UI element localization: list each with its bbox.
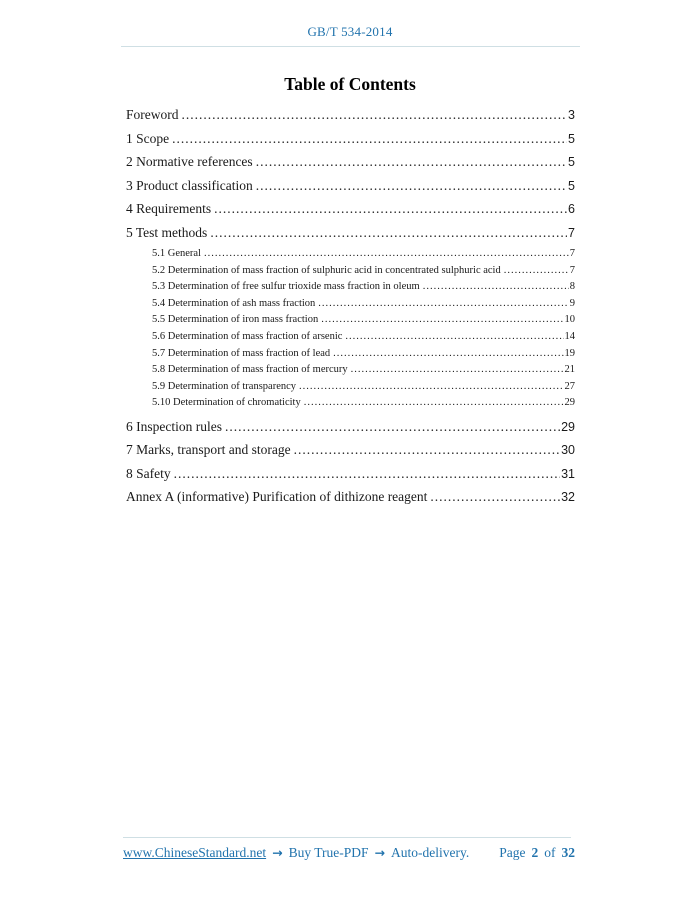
toc-entry-page: 19 [564, 347, 575, 359]
toc-entry-page: 10 [564, 314, 575, 326]
toc-entry-page: 30 [561, 443, 575, 458]
toc-entry[interactable] [126, 248, 575, 265]
toc-entry-dots [182, 107, 568, 123]
footer-page-current: 2 [531, 845, 539, 860]
toc-entry-page: 6 [568, 202, 575, 216]
toc-entry-dots [321, 314, 563, 325]
toc-entry[interactable] [126, 314, 575, 331]
toc-entry-page: 21 [564, 364, 575, 376]
toc-entry[interactable] [126, 265, 575, 282]
toc-entry[interactable] [126, 348, 575, 365]
toc-entry-page: 29 [561, 419, 575, 434]
toc-entry-page: 5 [568, 178, 575, 193]
footer-page-indicator [499, 845, 575, 861]
footer-page-total: 32 [561, 845, 575, 860]
toc-entry[interactable] [126, 419, 575, 443]
toc-entry-page: 14 [564, 330, 575, 342]
toc-entry-label: 2 Normative references [126, 154, 253, 169]
toc-entry-label: 6 Inspection rules [126, 418, 222, 434]
toc-entry-page: 5 [568, 155, 575, 169]
toc-entry-dots [423, 281, 569, 292]
toc-entry-label: 5 Test methods [126, 224, 208, 240]
toc-entry-label: 5.5 Determination of iron mass fraction [152, 314, 319, 326]
toc-entry[interactable] [126, 381, 575, 398]
toc-entry-page: 31 [561, 466, 575, 481]
toc-entry-dots [256, 178, 567, 194]
toc-entry-label: 5.4 Determination of ash mass fraction [152, 297, 316, 309]
toc-entry[interactable] [126, 442, 575, 466]
toc-entry-dots [172, 131, 567, 147]
toc-entry[interactable] [126, 107, 575, 131]
toc-entry-label: 5.7 Determination of mass fraction of lead [152, 347, 331, 359]
arrow-right-icon: → [374, 845, 385, 860]
toc-entry-page: 9 [569, 297, 575, 309]
footer-divider [123, 837, 571, 838]
toc-entry[interactable] [126, 466, 575, 490]
toc-entry-dots [333, 348, 563, 359]
toc-entry[interactable] [126, 364, 575, 381]
toc-entry-page: 5 [568, 131, 575, 146]
toc-entry-label: 5.9 Determination of transparency [152, 380, 297, 392]
arrow-right-icon: → [272, 845, 283, 860]
footer-page-label: Page [499, 845, 526, 860]
toc-entry-label: 5.8 Determination of mass fraction of mercury [152, 364, 348, 376]
toc-entry[interactable] [126, 225, 575, 249]
footer-of-label: of [544, 845, 556, 860]
toc-entry-page: 7 [569, 264, 575, 276]
toc-entry-dots [318, 298, 568, 309]
toc-entry-dots [256, 154, 567, 170]
toc-entry-dots [225, 419, 560, 435]
toc-entry[interactable] [126, 397, 575, 414]
toc-entry-label: 5.2 Determination of mass fraction of sulphuric acid in concentrated sulphuric acid [152, 264, 501, 276]
toc-entry-label: Annex A (informative) Purification of dithizone reagent [126, 489, 428, 505]
toc-entry[interactable] [126, 201, 575, 225]
toc-entry-dots [430, 489, 560, 505]
toc-entry[interactable] [126, 154, 575, 178]
header-divider [121, 46, 580, 47]
toc-entry-dots [174, 466, 560, 482]
toc-entry-dots [299, 381, 563, 392]
toc-entry-dots [204, 248, 569, 259]
toc-entry-label: 5.1 General [152, 248, 201, 259]
toc-entry-label: 7 Marks, transport and storage [126, 442, 291, 458]
toc-entry-dots [214, 201, 567, 217]
toc-entry-label: 5.6 Determination of mass fraction of arsenic [152, 330, 343, 342]
toc-entry[interactable] [126, 331, 575, 348]
toc-entry-dots [504, 265, 569, 276]
footer-left [123, 845, 469, 861]
toc-entry-page: 32 [561, 490, 575, 505]
footer [123, 845, 575, 861]
toc-entry-label: 3 Product classification [126, 177, 253, 193]
standard-code: GB/T 534-2014 [307, 24, 393, 39]
footer-delivery-text: Auto-delivery. [390, 845, 470, 860]
toc-entry-dots [351, 364, 564, 375]
toc-entry-page: 27 [564, 380, 575, 392]
toc-entry-label: 5.10 Determination of chromaticity [152, 397, 301, 409]
toc-entry-page: 7 [568, 225, 575, 240]
page-title: Table of Contents [284, 74, 416, 94]
toc-entry-page: 8 [569, 281, 575, 293]
toc-entry-label: 1 Scope [126, 130, 170, 146]
toc-entry-page: 7 [569, 248, 575, 259]
toc-entry-label: 5.3 Determination of free sulfur trioxide mass fraction in oleum [152, 281, 420, 293]
toc-entry[interactable] [126, 298, 575, 315]
footer-site-link[interactable]: www.ChineseStandard.net [123, 845, 267, 860]
toc-entry-dots [345, 331, 563, 342]
toc-entry-label: Foreword [126, 107, 179, 122]
toc-entry-page: 29 [564, 397, 575, 409]
toc-entry-page: 3 [568, 108, 575, 122]
toc-list [126, 107, 575, 513]
toc-entry-label: 8 Safety [126, 465, 171, 481]
footer-buy-text: Buy True-PDF [288, 845, 369, 860]
toc-entry-dots [294, 442, 561, 458]
toc-entry[interactable] [126, 489, 575, 513]
toc-entry-label: 4 Requirements [126, 201, 212, 216]
toc-entry-dots [304, 397, 564, 408]
toc-entry[interactable] [126, 178, 575, 202]
toc-entry[interactable] [126, 281, 575, 298]
toc-entry-dots [210, 225, 567, 241]
toc-entry[interactable] [126, 131, 575, 155]
